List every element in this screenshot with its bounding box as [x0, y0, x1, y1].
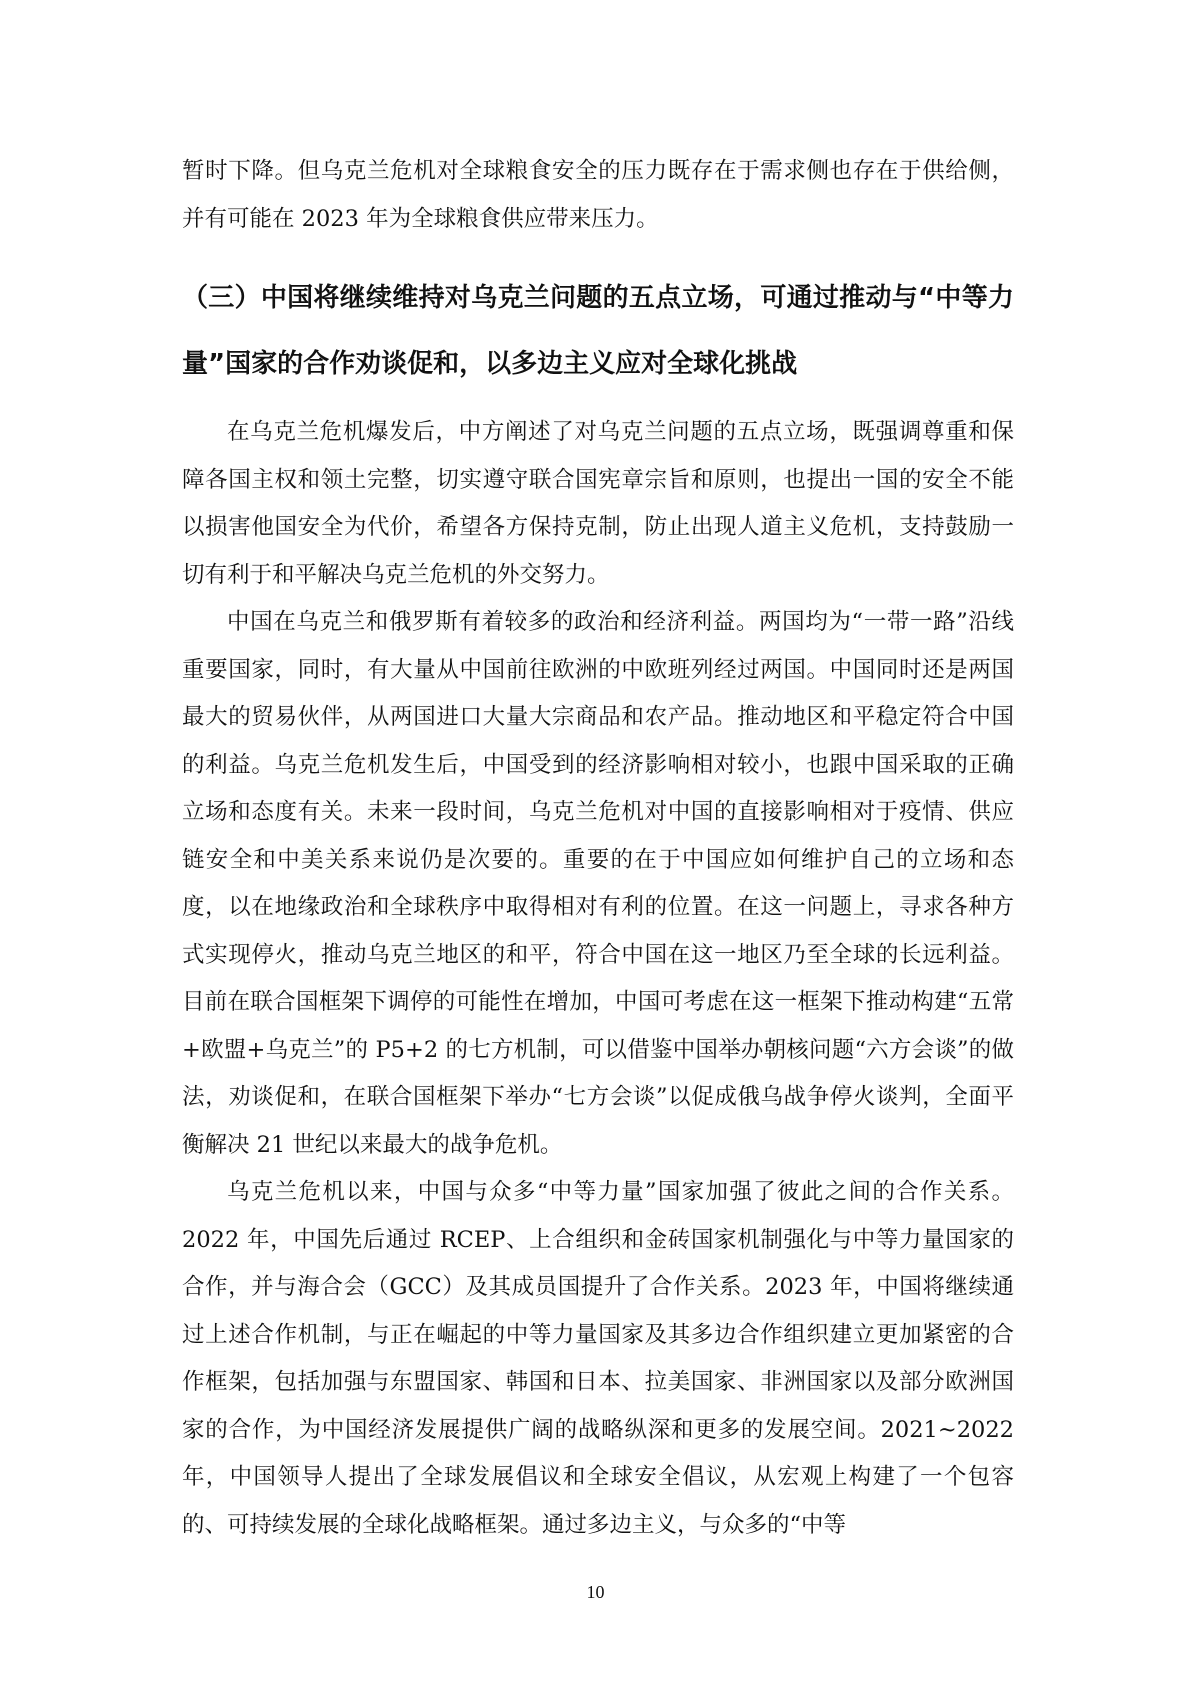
- body-paragraph-middle-powers: 乌克兰危机以来，中国与众多“中等力量”国家加强了彼此之间的合作关系。2022 年，中国先后通过 RCEP、上合组织和金砖国家机制强化与中等力量国家的合作，并与海合会（GCC）及其成员国提升了合作关系。2023 年，中国将继续通过上述合作机制，与正在崛起的中等力量国家及其多边合作组织建立更加紧密的合作框架，包括加强与东盟国家、韩国和日本、拉美国家、非洲国家以及部分欧洲国家的合作，为中国经济发展提供广阔的战略纵深和更多的发展空间。2021~2022 年，中国领导人提出了全球发展倡议和全球安全倡议，从宏观上构建了一个包容的、可持续发展的全球化战略框架。通过多边主义，与众多的“中等: [182, 1179, 1014, 1538]
- body-paragraph-five-point-position: 在乌克兰危机爆发后，中方阐述了对乌克兰问题的五点立场，既强调尊重和保障各国主权和领土完整，切实遵守联合国宪章宗旨和原则，也提出一国的安全不能以损害他国安全为代价，希望各方保持克制，防止出现人道主义危机，支持鼓励一切有利于和平解决乌克兰危机的外交努力。: [182, 419, 1014, 588]
- continuation-paragraph: 暂时下降。但乌克兰危机对全球粮食安全的压力既存在于需求侧也存在于供给侧，并有可能在 2023 年为全球粮食供应带来压力。: [182, 158, 1014, 232]
- body-paragraph-china-interests: 中国在乌克兰和俄罗斯有着较多的政治和经济利益。两国均为“一带一路”沿线重要国家，同时，有大量从中国前往欧洲的中欧班列经过两国。中国同时还是两国最大的贸易伙伴，从两国进口大量大宗商品和农产品。推动地区和平稳定符合中国的利益。乌克兰危机发生后，中国受到的经济影响相对较小，也跟中国采取的正确立场和态度有关。未来一段时间，乌克兰危机对中国的直接影响相对于疫情、供应链安全和中美关系来说仍是次要的。重要的在于中国应如何维护自己的立场和态度，以在地缘政治和全球秩序中取得相对有利的位置。在这一问题上，寻求各种方式实现停火，推动乌克兰地区的和平，符合中国在这一地区乃至全球的长远利益。目前在联合国框架下调停的可能性在增加，中国可考虑在这一框架下推动构建“五常+欧盟+乌克兰”的 P5+2 的七方机制，可以借鉴中国举办朝核问题“六方会谈”的做法，劝谈促和，在联合国框架下举办“七方会谈”以促成俄乌战争停火谈判，全面平衡解决 21 世纪以来最大的战争危机。: [182, 609, 1014, 1158]
- section-heading: （三）中国将继续维持对乌克兰问题的五点立场，可通过推动与“中等力量”国家的合作劝谈促和，以多边主义应对全球化挑战: [182, 283, 1014, 379]
- page-content: [182, 148, 1014, 1549]
- page-number: 10: [586, 1582, 605, 1602]
